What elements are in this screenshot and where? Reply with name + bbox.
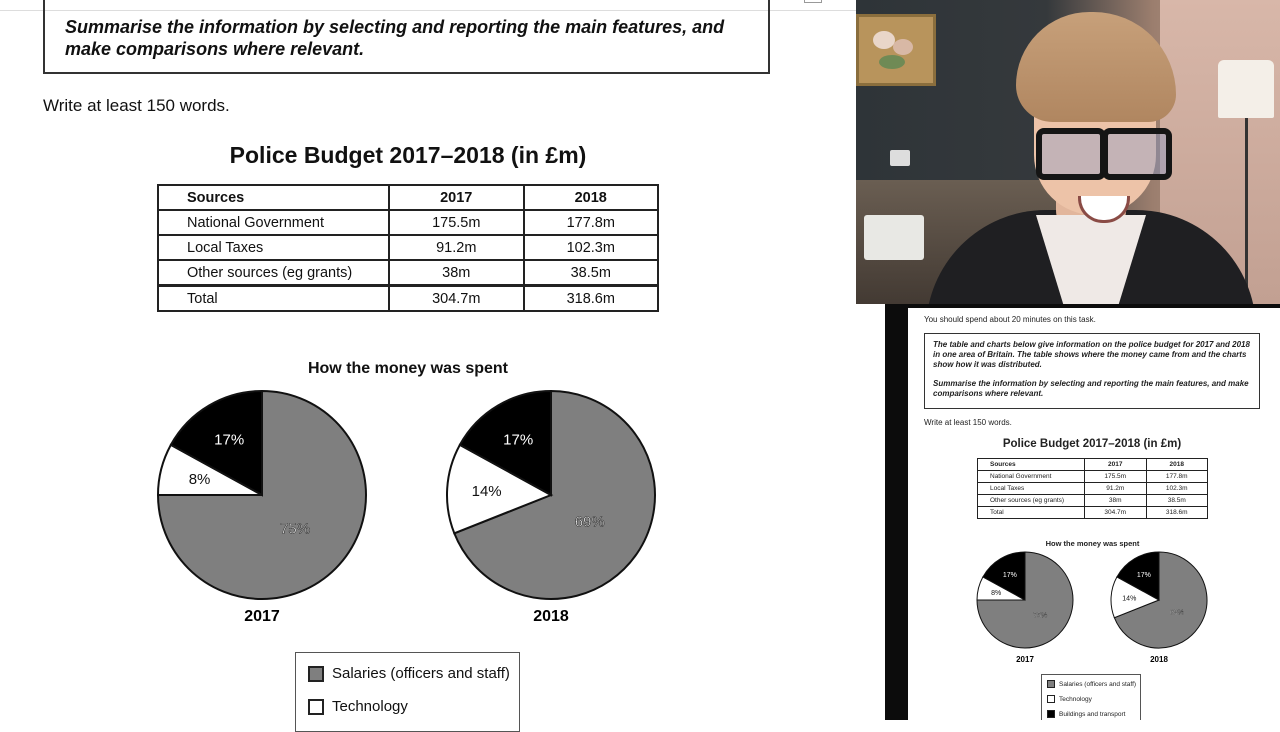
mini-document-view (908, 308, 1280, 720)
table-cell: 38.5m (1146, 495, 1208, 507)
table-cell: 38m (389, 260, 524, 286)
mini-table-row (978, 495, 1208, 507)
mini-chart-legend (1041, 674, 1141, 720)
table-header-row (158, 185, 658, 210)
wall-painting (856, 14, 936, 86)
mini-pie-charts (970, 548, 1220, 668)
legend-swatch-buildings (1047, 710, 1055, 718)
legend-label: Technology (1059, 695, 1092, 703)
budget-table (157, 184, 659, 312)
table-cell: 304.7m (389, 286, 524, 312)
table-cell: 2017 (1085, 459, 1147, 471)
pie-value-label: 14% (471, 483, 502, 501)
mini-legend-item-salaries (1047, 680, 1136, 688)
table-cell: 177.8m (1146, 471, 1208, 483)
pie-value-label: 75% (1033, 612, 1048, 620)
pie-value-label: 8% (991, 590, 1002, 598)
pie-year-label: 2018 (1150, 655, 1168, 664)
pie-value-label: 14% (1122, 595, 1137, 603)
pie-value-label: 17% (214, 431, 245, 449)
table-cell: National Government (158, 210, 389, 235)
legend-item-salaries (308, 665, 510, 682)
table-cell: Total (158, 286, 389, 312)
table-cell: Local Taxes (978, 483, 1085, 495)
pie-value-label: 69% (1169, 609, 1184, 617)
table-title: Police Budget 2017–2018 (in £m) (229, 142, 587, 168)
mini-table-row (978, 507, 1208, 519)
pie-charts (140, 380, 680, 640)
pie-year-label: 2017 (244, 608, 280, 625)
table-cell: Other sources (eg grants) (158, 260, 389, 286)
table-cell: 177.8m (524, 210, 659, 235)
mini-table-row (978, 483, 1208, 495)
table-cell: 175.5m (389, 210, 524, 235)
table-cell: 38.5m (524, 260, 659, 286)
page-corner-icon (804, 0, 822, 3)
table-cell: 102.3m (1146, 483, 1208, 495)
legend-swatch-technology (1047, 695, 1055, 703)
glasses-left-lens (1036, 128, 1106, 180)
task-instructions-box: Summarise the information by selecting and reporting the main features, and make comparisons where relevant. (43, 0, 770, 74)
mini-pie-charts-title: How the money was spent (1045, 539, 1140, 548)
legend-label: Salaries (officers and staff) (332, 665, 510, 682)
table-cell: Total (978, 507, 1085, 519)
legend-swatch-salaries (1047, 680, 1055, 688)
wall-outlet (890, 150, 910, 166)
person-hair (1016, 12, 1176, 122)
table-row (158, 235, 658, 260)
mini-task-box (924, 333, 1260, 409)
legend-swatch-technology (308, 699, 324, 715)
pie-value-label: 75% (280, 520, 311, 538)
table-cell: Sources (978, 459, 1085, 471)
pie-value-label: 69% (574, 513, 605, 531)
legend-item-technology (308, 698, 408, 715)
table-cell: 2018 (1146, 459, 1208, 471)
chart-legend (295, 652, 520, 732)
mini-task-text: Summarise the information by selecting and reporting the main features, and make comparisons where relevant. (933, 379, 1249, 398)
pie-charts-title: How the money was spent (307, 360, 509, 377)
mini-table-title: Police Budget 2017–2018 (in £m) (1002, 438, 1182, 450)
pie-year-label: 2018 (533, 608, 569, 625)
table-cell: Local Taxes (158, 235, 389, 260)
table-cell: 318.6m (1146, 507, 1208, 519)
pie-year-label: 2017 (1016, 655, 1034, 664)
header-2017: 2017 (389, 185, 524, 210)
floor-lamp (1218, 60, 1274, 118)
printer (864, 215, 924, 260)
header-2018: 2018 (524, 185, 659, 210)
legend-swatch-salaries (308, 666, 324, 682)
pie-value-label: 17% (503, 431, 534, 449)
mini-table-header-row (978, 459, 1208, 471)
mini-word-count-instruction: Write at least 150 words. (924, 418, 1012, 427)
mini-legend-item-technology (1047, 695, 1092, 703)
table-row-total (158, 286, 658, 312)
lamp-pole (1245, 118, 1248, 304)
pie-value-label: 17% (1002, 571, 1017, 579)
table-row (158, 260, 658, 286)
mini-prompt-text: The table and charts below give information on the police budget for 2017 and 2018 in one area of Britain. The table shows where the money came from and the charts show how it was distributed. (933, 340, 1250, 369)
glasses-right-lens (1102, 128, 1172, 180)
mini-budget-table (977, 458, 1208, 519)
legend-label: Buildings and transport (1059, 710, 1126, 718)
legend-label: Technology (332, 698, 408, 715)
pie-value-label: 8% (188, 471, 211, 489)
table-cell: 38m (1085, 495, 1147, 507)
table-cell: Other sources (eg grants) (978, 495, 1085, 507)
header-sources: Sources (158, 185, 389, 210)
table-cell: 304.7m (1085, 507, 1147, 519)
table-cell: 102.3m (524, 235, 659, 260)
mini-time-instruction: You should spend about 20 minutes on this task. (924, 315, 1096, 324)
panel-border (885, 304, 908, 720)
table-cell: 175.5m (1085, 471, 1147, 483)
word-count-instruction: Write at least 150 words. (43, 96, 230, 115)
webcam-video (856, 0, 1280, 304)
pie-value-label: 17% (1136, 571, 1151, 579)
mini-table-row (978, 471, 1208, 483)
table-cell: National Government (978, 471, 1085, 483)
mini-legend-item-buildings (1047, 710, 1126, 718)
legend-label: Salaries (officers and staff) (1059, 680, 1137, 688)
table-cell: 91.2m (1085, 483, 1147, 495)
table-row (158, 210, 658, 235)
table-cell: 91.2m (389, 235, 524, 260)
table-cell: 318.6m (524, 286, 659, 312)
